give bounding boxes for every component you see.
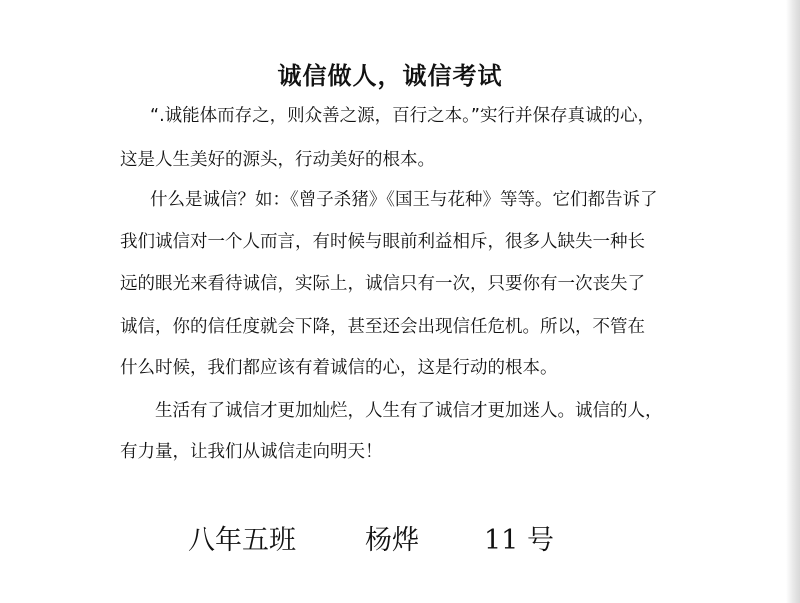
paragraph-2-line-5: 什么时候，我们都应该有着诚信的心，这是行动的根本。 [120,358,558,378]
signature-class: 八年五班 [188,525,296,556]
paragraph-1-line-1: “.诚能体而存之，则众善之源，百行之本。”实行并保存真诚的心， [150,106,655,126]
paragraph-2-line-2: 我们诚信对一个人而言，有时候与眼前利益相斥，很多人缺失一种长 [120,232,645,252]
paragraph-2-line-3: 远的眼光来看待诚信，实际上，诚信只有一次，只要你有一次丧失了 [120,274,645,294]
paragraph-2-line-4: 诚信，你的信任度就会下降，甚至还会出现信任危机。所以，不管在 [120,317,645,337]
signature-number: 11 号 [484,525,554,556]
paragraph-1-line-2: 这是人生美好的源头，行动美好的根本。 [120,150,435,170]
signature-name: 杨烨 [365,525,419,556]
paragraph-3-line-1: 生活有了诚信才更加灿烂，人生有了诚信才更加迷人。诚信的人， [155,401,663,421]
page-edge-shadow [786,0,800,603]
paragraph-2-line-1: 什么是诚信？如：《曾子杀猪》《国王与花种》等等。它们都告诉了 [150,190,658,210]
paragraph-3-line-2: 有力量，让我们从诚信走向明天！ [120,442,383,462]
document-title: 诚信做人，诚信考试 [277,62,503,90]
